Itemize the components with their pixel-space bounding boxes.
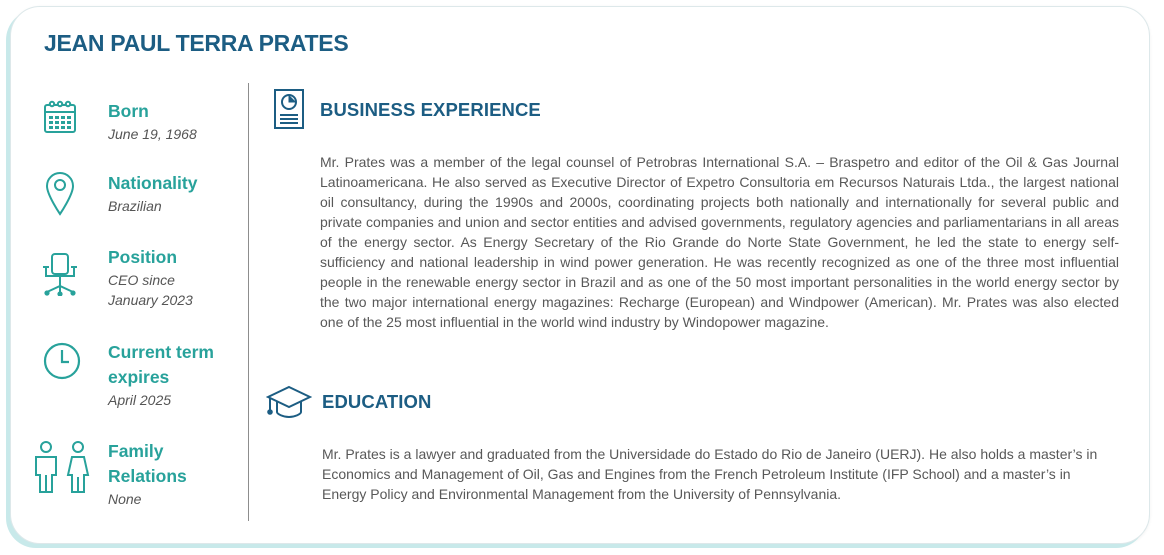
document-icon — [273, 88, 305, 130]
business-experience-text: Mr. Prates was a member of the legal counsel of Petrobras International S.A. – Braspetro and editor of the Oil & Gas Journal Latinoamericana. He also served as Executive Director of Expetro Consultoria em Recursos Naturais Ltda., the largest national oil consultancy, during the 1990s and 2000s, coordinating projects both nationally and internationally for several public and private companies and union and sector entities and advised governments, regulatory agencies and parliamentarians in all areas of the energy sector. As Energy Secretary of the Rio Grande do Norte State Government, he led the state to energy self-sufficiency and national leadership in wind power generation. He was recently recognized as one of the three most influential people in the renewable energy sector in Brazil and as one of the 50 most important personalities in the world energy sector by the two major international energy magazines: Recharge (European) and Windpower (American). Mr. Prates was also elected one of the 25 most influential in the world wind industry by Windopower magazine. — [320, 154, 1119, 330]
location-pin-icon — [44, 170, 76, 216]
term-label-line2: expires — [108, 367, 170, 387]
clock-icon — [42, 341, 82, 381]
position-value-line2: January 2023 — [108, 292, 193, 308]
page-title: JEAN PAUL TERRA PRATES — [44, 30, 349, 56]
term-value: April 2025 — [108, 392, 172, 408]
born-value: June 19, 1968 — [108, 126, 197, 142]
education-heading: EDUCATION — [322, 391, 432, 412]
position-value-line1: CEO since — [108, 272, 175, 288]
graduation-cap-icon — [266, 384, 312, 420]
nationality-label: Nationality — [108, 173, 198, 193]
calendar-icon — [43, 100, 77, 134]
family-label-line1: Family — [108, 441, 164, 461]
nationality-value: Brazilian — [108, 198, 162, 214]
position-label: Position — [108, 247, 178, 267]
fact-family — [108, 439, 187, 509]
business-experience-heading: BUSINESS EXPERIENCE — [320, 99, 541, 120]
born-label: Born — [108, 101, 149, 121]
office-chair-icon — [41, 252, 79, 296]
family-label-line2: Relations — [108, 466, 187, 486]
fact-nationality — [108, 171, 197, 216]
vertical-divider — [248, 83, 249, 521]
education-text: Mr. Prates is a lawyer and graduated from the Universidade do Estado do Rio de Janeiro (UERJ). He also holds a master’s in Economics and Management of Oil, Gas and Engines from the French Petroleum Institute (IFP School) and a master’s in Energy Policy and Environmental Management from the University of Pennsylvania. — [322, 446, 1098, 502]
family-value: None — [108, 491, 142, 507]
fact-born — [108, 99, 197, 144]
fact-position — [108, 245, 193, 310]
people-icon — [32, 440, 94, 496]
term-label-line1: Current term — [108, 342, 214, 362]
fact-term — [108, 340, 214, 410]
